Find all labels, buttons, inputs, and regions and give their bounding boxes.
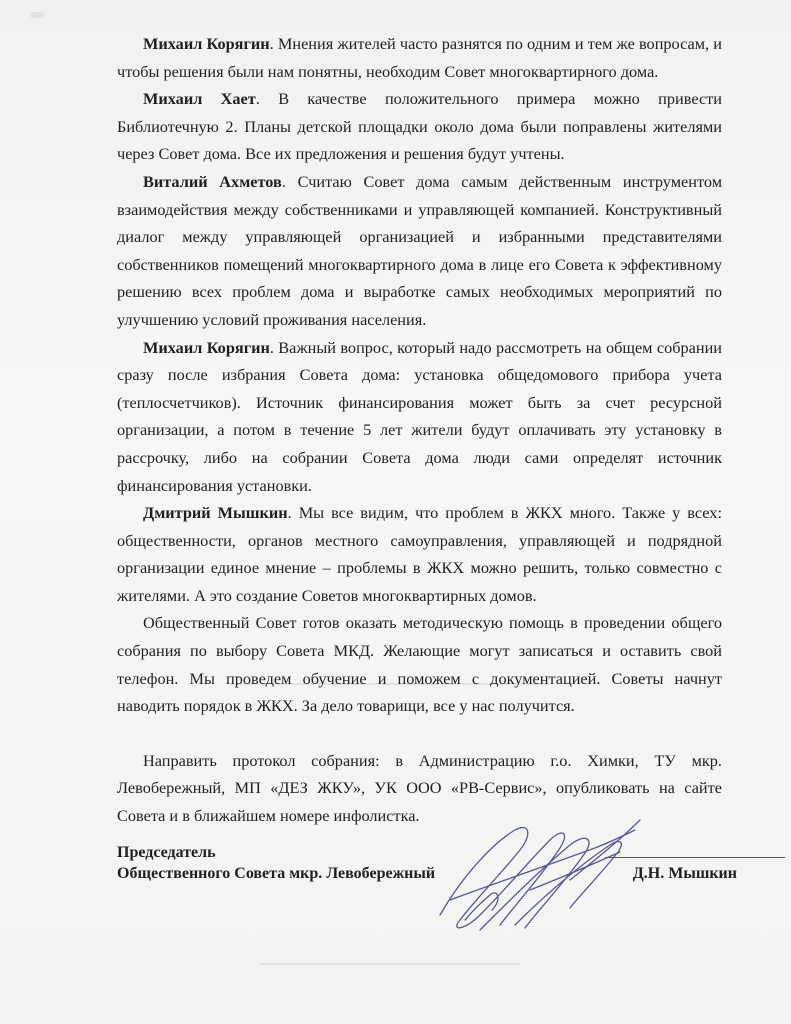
paragraph-text: . Мы все видим, что проблем в ЖКХ много. Также у всех: общественности, органов местного самоуправления, управляющей и подрядной организации единое мнение – проблемы в ЖКХ можно решить, только совместно с жителями. А это создание Советов многоквартирных домов. <box>117 503 722 605</box>
speaker-name: Михаил Корягин <box>143 337 270 357</box>
signatory-organization: Общественного Совета мкр. Левобережный <box>117 865 436 882</box>
document-body <box>117 30 722 830</box>
paragraph-text: . Важный вопрос, который надо рассмотреть на общем собрании сразу после избрания Совета дома: установка общедомового прибора учета (теплосчетчиков). Источник финансирования может быть за счет ресурсной организации, а потом в течение 5 лет жители будут оплачивать эту установку в рассрочку, либо на собрании Совета дома люди сами определят источник финансирования установки. <box>117 337 723 495</box>
paragraph-text: . Считаю Совет дома самым действенным инструментом взаимодействия между собственниками и управляющей компанией. Конструктивный диалог между управляющей организацией и избранными представителями собственников помещений многоквартирного дома в лице его Совета к эффективному решению всех проблем дома и выработке самых необходимых мероприятий по улучшению условий проживания населения. <box>117 171 722 329</box>
speaker-name: Дмитрий Мышкин <box>143 503 288 523</box>
signatory-name: Д.Н. Мышкин <box>632 865 737 882</box>
scan-smudge <box>30 12 44 18</box>
signature-block <box>117 842 737 884</box>
speaker-name: Виталий Ахметов <box>143 171 282 191</box>
speaker-name: Михаил Хает <box>143 89 256 109</box>
paragraph-2 <box>117 85 722 168</box>
closing-paragraph: Общественный Совет готов оказать методическую помощь в проведении общего собрания по выбору Совета МКД. Желающие могут записаться и оставить свой телефон. Мы проведем обучение и поможем с документацией. Советы начнут наводить порядок в ЖКХ. За дело товарищи, все у нас получится. <box>117 613 722 716</box>
speaker-name: Михаил Корягин <box>143 34 270 53</box>
signatory-position: Председатель <box>117 844 216 861</box>
paragraph-5 <box>117 499 722 609</box>
paragraph-text: . В качестве положительного примера можно привести Библиотечную 2. Планы детской площадки около дома были поправлены жителями через Совет дома. Все их предложения и решения будут учтены. <box>117 89 723 164</box>
paragraph-1 <box>117 30 722 85</box>
paragraph-4 <box>117 334 722 500</box>
scan-artifact <box>260 963 520 965</box>
paragraph-3 <box>117 168 722 334</box>
distribution-paragraph: Направить протокол собрания: в Администрацию г.о. Химки, ТУ мкр. Левобережный, МП «ДЕЗ ЖКУ», УК ООО «РВ-Сервис», опубликовать на сайте Совета и в ближайшем номере инфолистка. <box>117 750 722 826</box>
paragraph-text: . Мнения жителей часто разнятся по одним и тем же вопросам, и чтобы решения были нам понятны, необходим Совет многоквартирного дома. <box>117 34 722 81</box>
spacer <box>117 720 722 747</box>
